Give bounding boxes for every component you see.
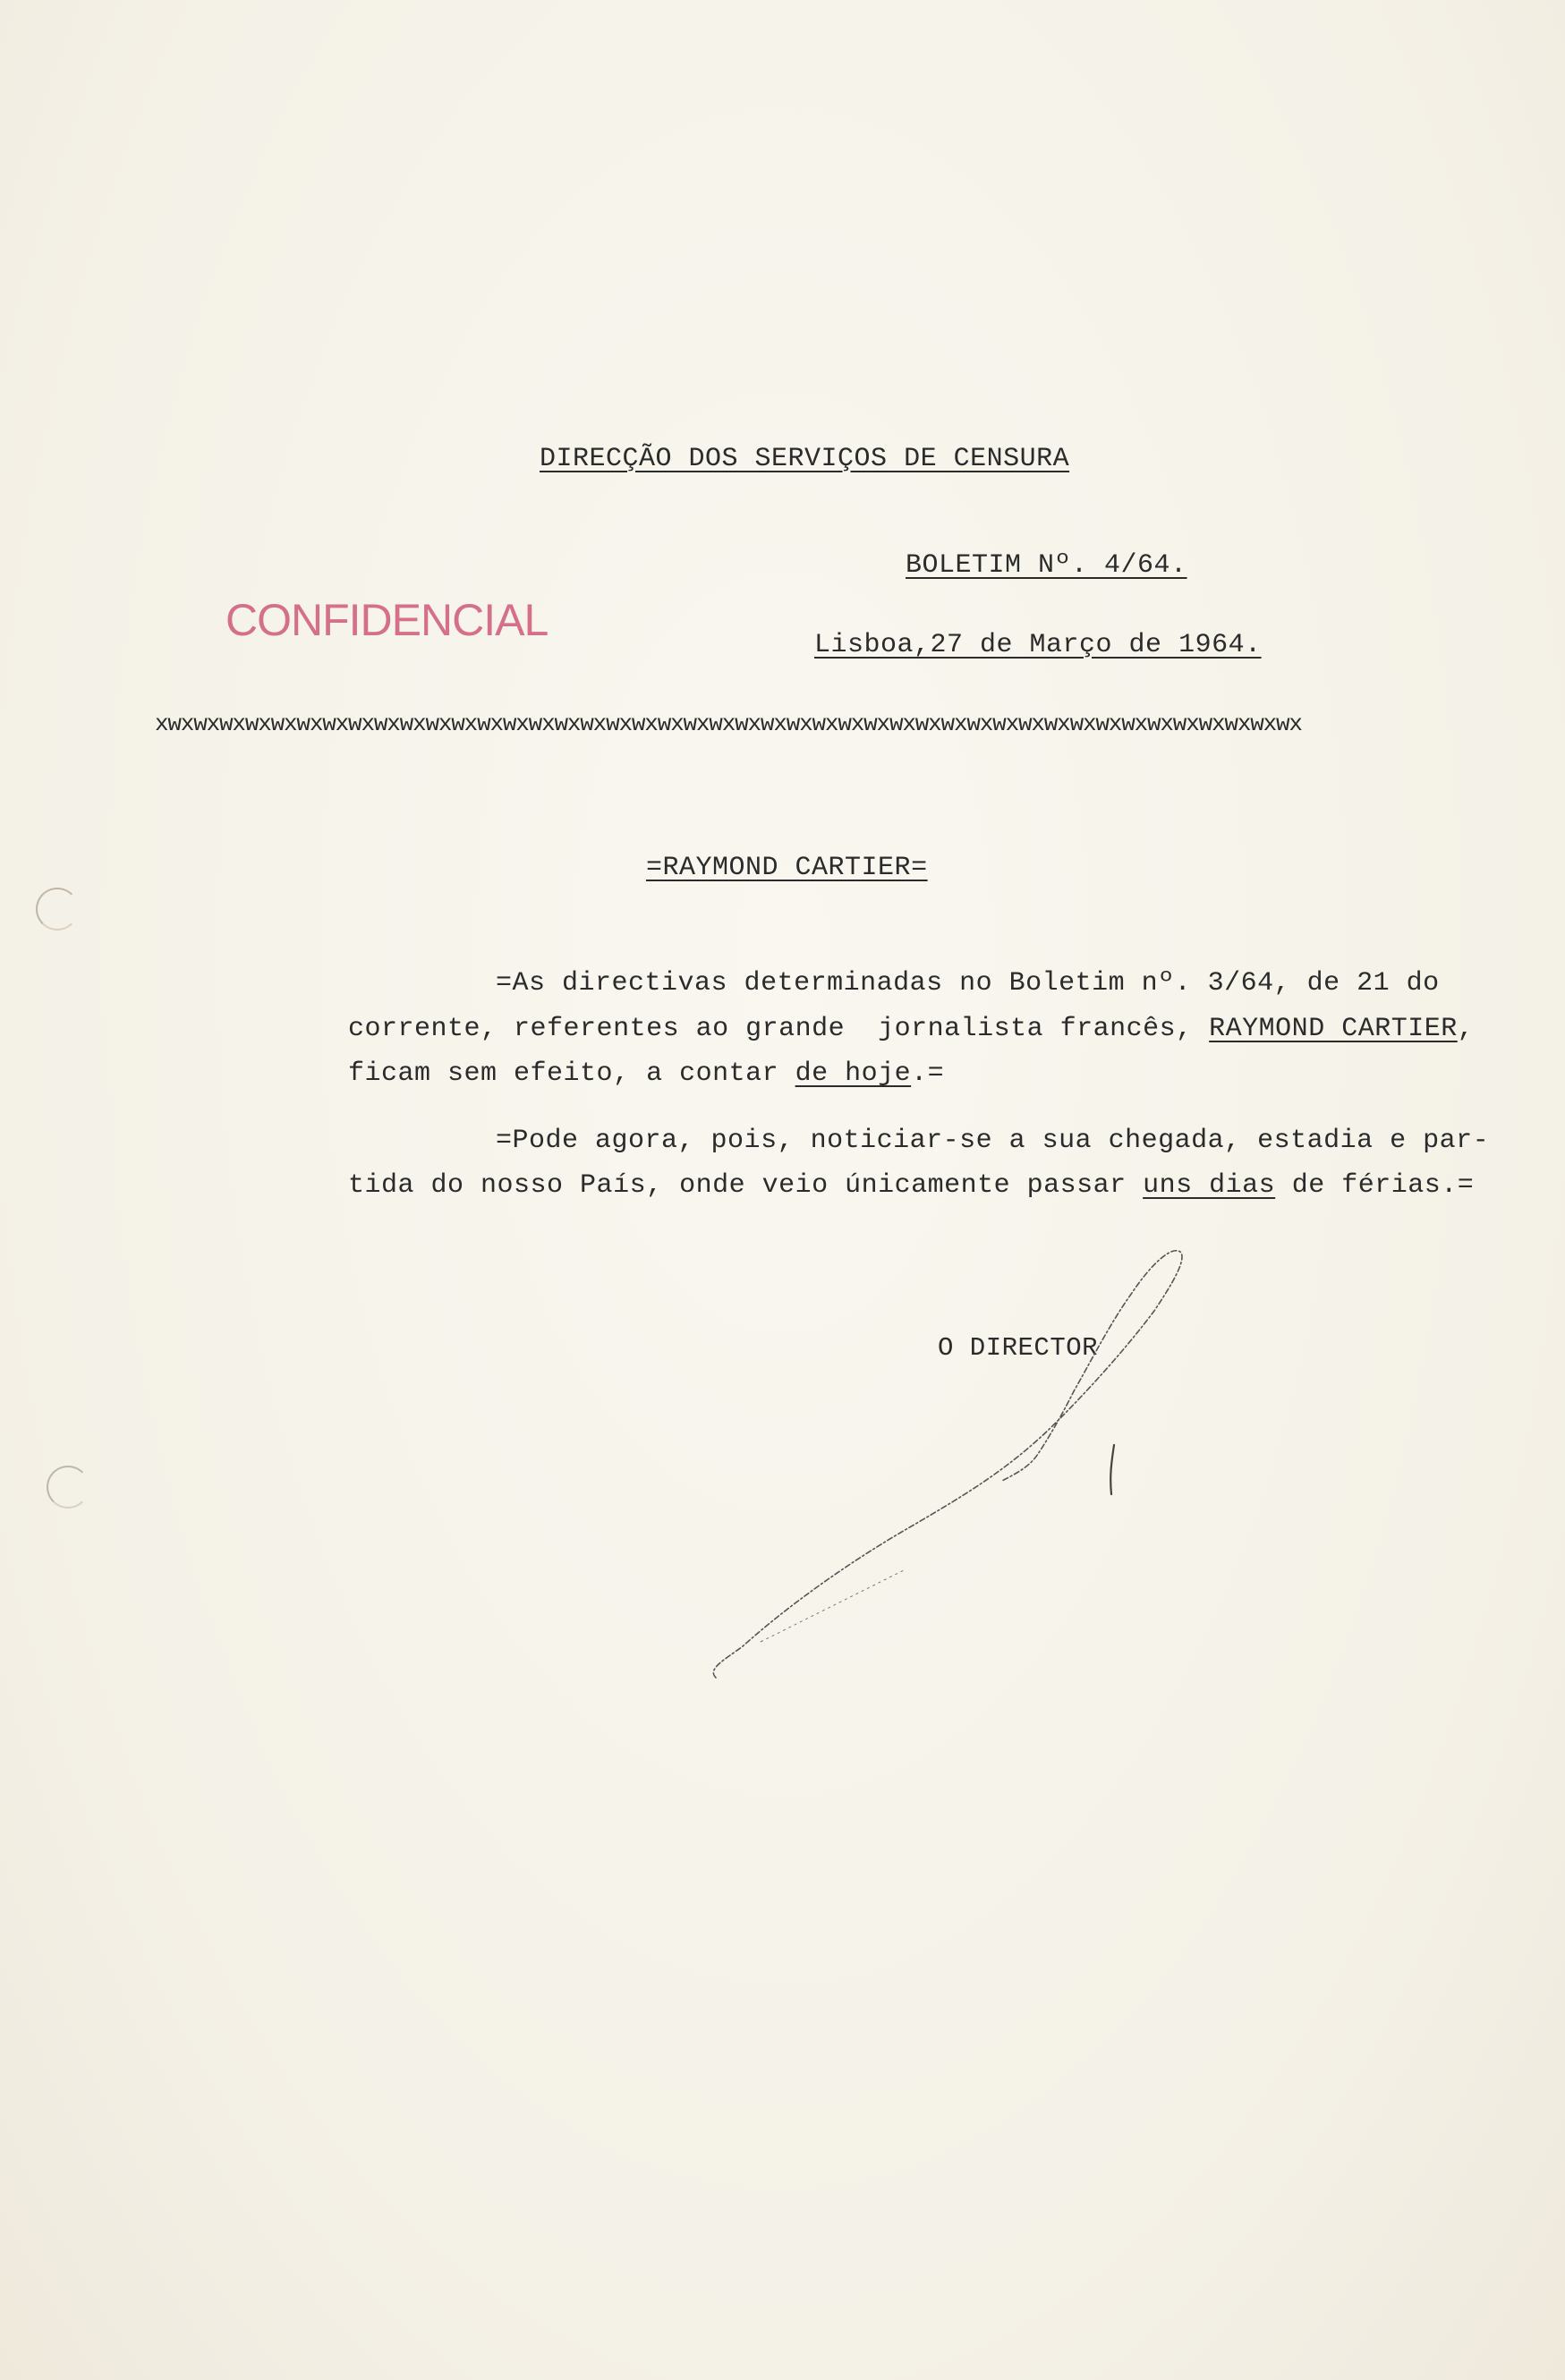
subject-text: =RAYMOND CARTIER= [646,853,928,883]
confidential-stamp: CONFIDENCIAL [225,595,549,645]
director-title: O DIRECTOR [938,1333,1099,1363]
separator-line: xwxwxwxwxwxwxwxwxwxwxwxwxwxwxwxwxwxwxwxwxwxwxwxwxwxwxwxwxwxwxwxwxwxwxwxwxwxwxwxwxwxwxwxwx [155,710,1302,737]
bulletin-number: BOLETIM Nº. 4/64. [906,550,1187,581]
punch-hole-top [36,888,79,931]
p1-l3-underlined: de hoje [795,1058,912,1089]
punch-hole-bottom [47,1466,89,1509]
p2-l2-underlined: uns dias [1143,1170,1276,1201]
p1-l2-name: RAYMOND CARTIER [1209,1014,1458,1044]
paragraph-2-line-2 [282,1145,1474,1226]
p1-l1-text: =As directivas determinadas no Boletim nº. 3/64, de 21 do [496,968,1440,999]
subject-heading [580,828,928,908]
p2-l1-text: =Pode agora, pois, noticiar-se a sua chegada, estadia e par- [496,1126,1490,1156]
p1-l2-text: corrente, referentes ao grande jornalista francês, [348,1014,1210,1044]
p2-l2-end: de férias.= [1275,1170,1475,1201]
office-heading: DIRECÇÃO DOS SERVIÇOS DE CENSURA [540,444,1070,474]
place-date: Lisboa,27 de Março de 1964. [814,630,1262,660]
p1-l2-end: , [1457,1014,1475,1044]
p2-l2-text: tida do nosso País, onde veio únicamente passar [348,1170,1144,1201]
p1-l3-text: ficam sem efeito, a contar [348,1058,795,1089]
handwritten-signature [707,1239,1315,1704]
p1-l3-end: .= [911,1058,945,1089]
